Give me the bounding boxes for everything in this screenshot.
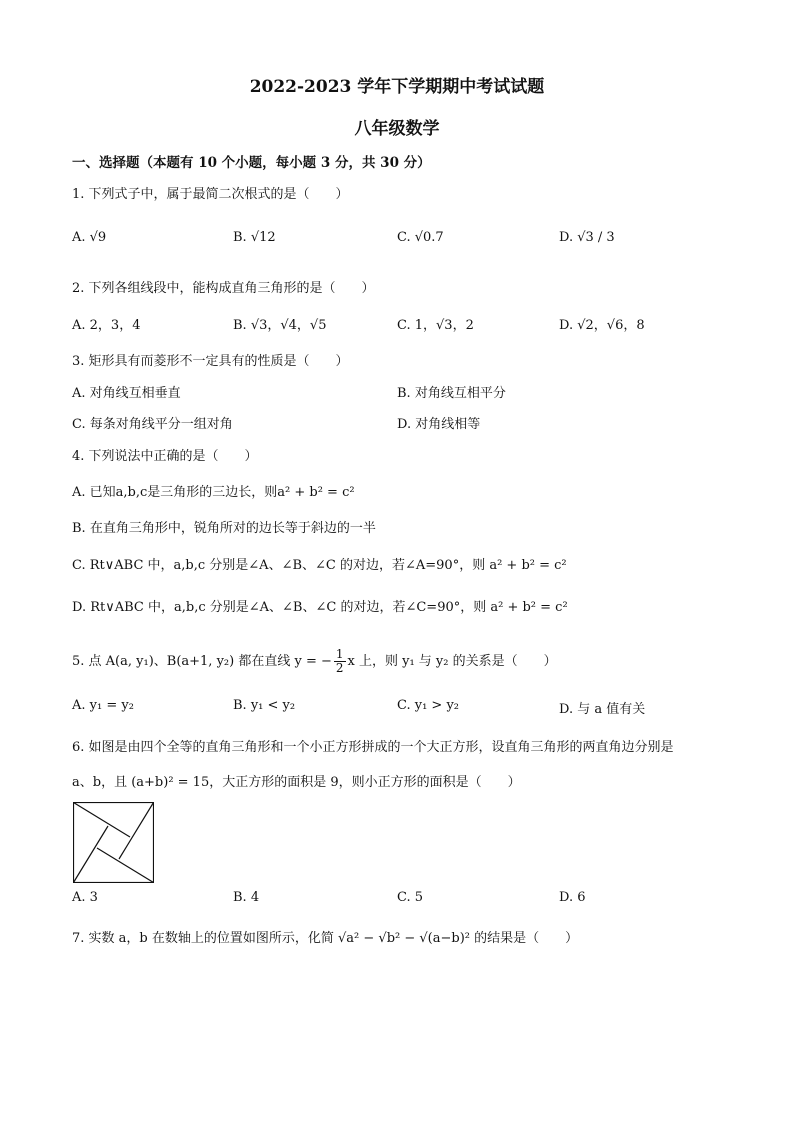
question-5-option-b: B. y₁ < y₂ (233, 698, 296, 713)
question-6-stem-line1: 6. 如图是由四个全等的直角三角形和一个小正方形拼成的一个大正方形，设直角三角形的两直角边分别是 (72, 740, 674, 755)
triangle-side-2 (119, 803, 154, 860)
question-5-fraction (334, 648, 346, 675)
question-1-option-d: D. √3 / 3 (559, 230, 615, 245)
question-6-option-c: C. 5 (397, 890, 424, 905)
question-5-option-a: A. y₁ = y₂ (72, 698, 134, 713)
question-5-option-d: D. 与 a 值有关 (559, 702, 646, 717)
question-2-stem: 2. 下列各组线段中，能构成直角三角形的是（ ） (72, 281, 375, 296)
question-5-fraction-numerator: 1 (335, 647, 344, 661)
question-2-option-b: B. √3，√4，√5 (233, 318, 327, 333)
question-4-option-a: A. 已知a,b,c是三角形的三边长，则a² + b² = c² (72, 485, 355, 500)
question-3-option-c: C. 每条对角线平分一组对角 (72, 417, 233, 432)
exam-subtitle: 八年级数学 (354, 119, 440, 139)
question-5-stem-suffix: x 上，则 y₁ 与 y₂ 的关系是（ ） (347, 654, 557, 669)
question-4-option-d: D. Rt∨ABC 中，a,b,c 分别是∠A、∠B、∠C 的对边，若∠C=90°，则 a² + b² = c² (72, 600, 568, 615)
question-4-option-b: B. 在直角三角形中，锐角所对的边长等于斜边的一半 (72, 521, 376, 536)
question-2-option-a: A. 2，3，4 (72, 318, 141, 333)
exam-title: 2022-2023 学年下学期期中考试试题 (249, 77, 545, 97)
question-7-stem: 7. 实数 a，b 在数轴上的位置如图所示，化简 √a² − √b² − √(a−b)² 的结果是（ ） (72, 931, 579, 946)
question-3-option-b: B. 对角线互相平分 (397, 386, 506, 401)
triangle-side-3 (97, 848, 154, 883)
triangle-side-4 (74, 826, 109, 883)
question-2-option-c: C. 1，√3，2 (397, 318, 474, 333)
question-2-option-d: D. √2，√6，8 (559, 318, 645, 333)
question-3-stem: 3. 矩形具有而菱形不一定具有的性质是（ ） (72, 354, 349, 369)
question-6-square-figure (73, 802, 154, 883)
question-6-option-d: D. 6 (559, 890, 586, 905)
question-3-option-d: D. 对角线相等 (397, 417, 481, 432)
question-6-option-b: B. 4 (233, 890, 260, 905)
question-1-stem: 1. 下列式子中，属于最简二次根式的是（ ） (72, 187, 349, 202)
question-1-option-c: C. √0.7 (397, 230, 444, 245)
section-heading: 一、选择题（本题有 10 个小题，每小题 3 分，共 30 分） (72, 155, 431, 171)
question-5-stem-prefix: 5. 点 A(a, y₁)、B(a+1, y₂) 都在直线 y = − (72, 654, 332, 669)
question-6-stem-line2: a、b，且 (a+b)² = 15，大正方形的面积是 9，则小正方形的面积是（ ） (72, 775, 521, 790)
question-4-stem: 4. 下列说法中正确的是（ ） (72, 449, 258, 464)
big-square (74, 803, 154, 883)
triangle-side-1 (74, 803, 131, 838)
question-5-option-c: C. y₁ > y₂ (397, 698, 460, 713)
question-5-stem (72, 648, 557, 675)
question-1-option-a: A. √9 (72, 230, 107, 245)
question-3-option-a: A. 对角线互相垂直 (72, 386, 181, 401)
question-6-option-a: A. 3 (72, 890, 98, 905)
question-5-fraction-denominator: 2 (335, 661, 344, 675)
question-1-option-b: B. √12 (233, 230, 276, 245)
question-4-option-c: C. Rt∨ABC 中，a,b,c 分别是∠A、∠B、∠C 的对边，若∠A=90°，则 a² + b² = c² (72, 558, 567, 573)
